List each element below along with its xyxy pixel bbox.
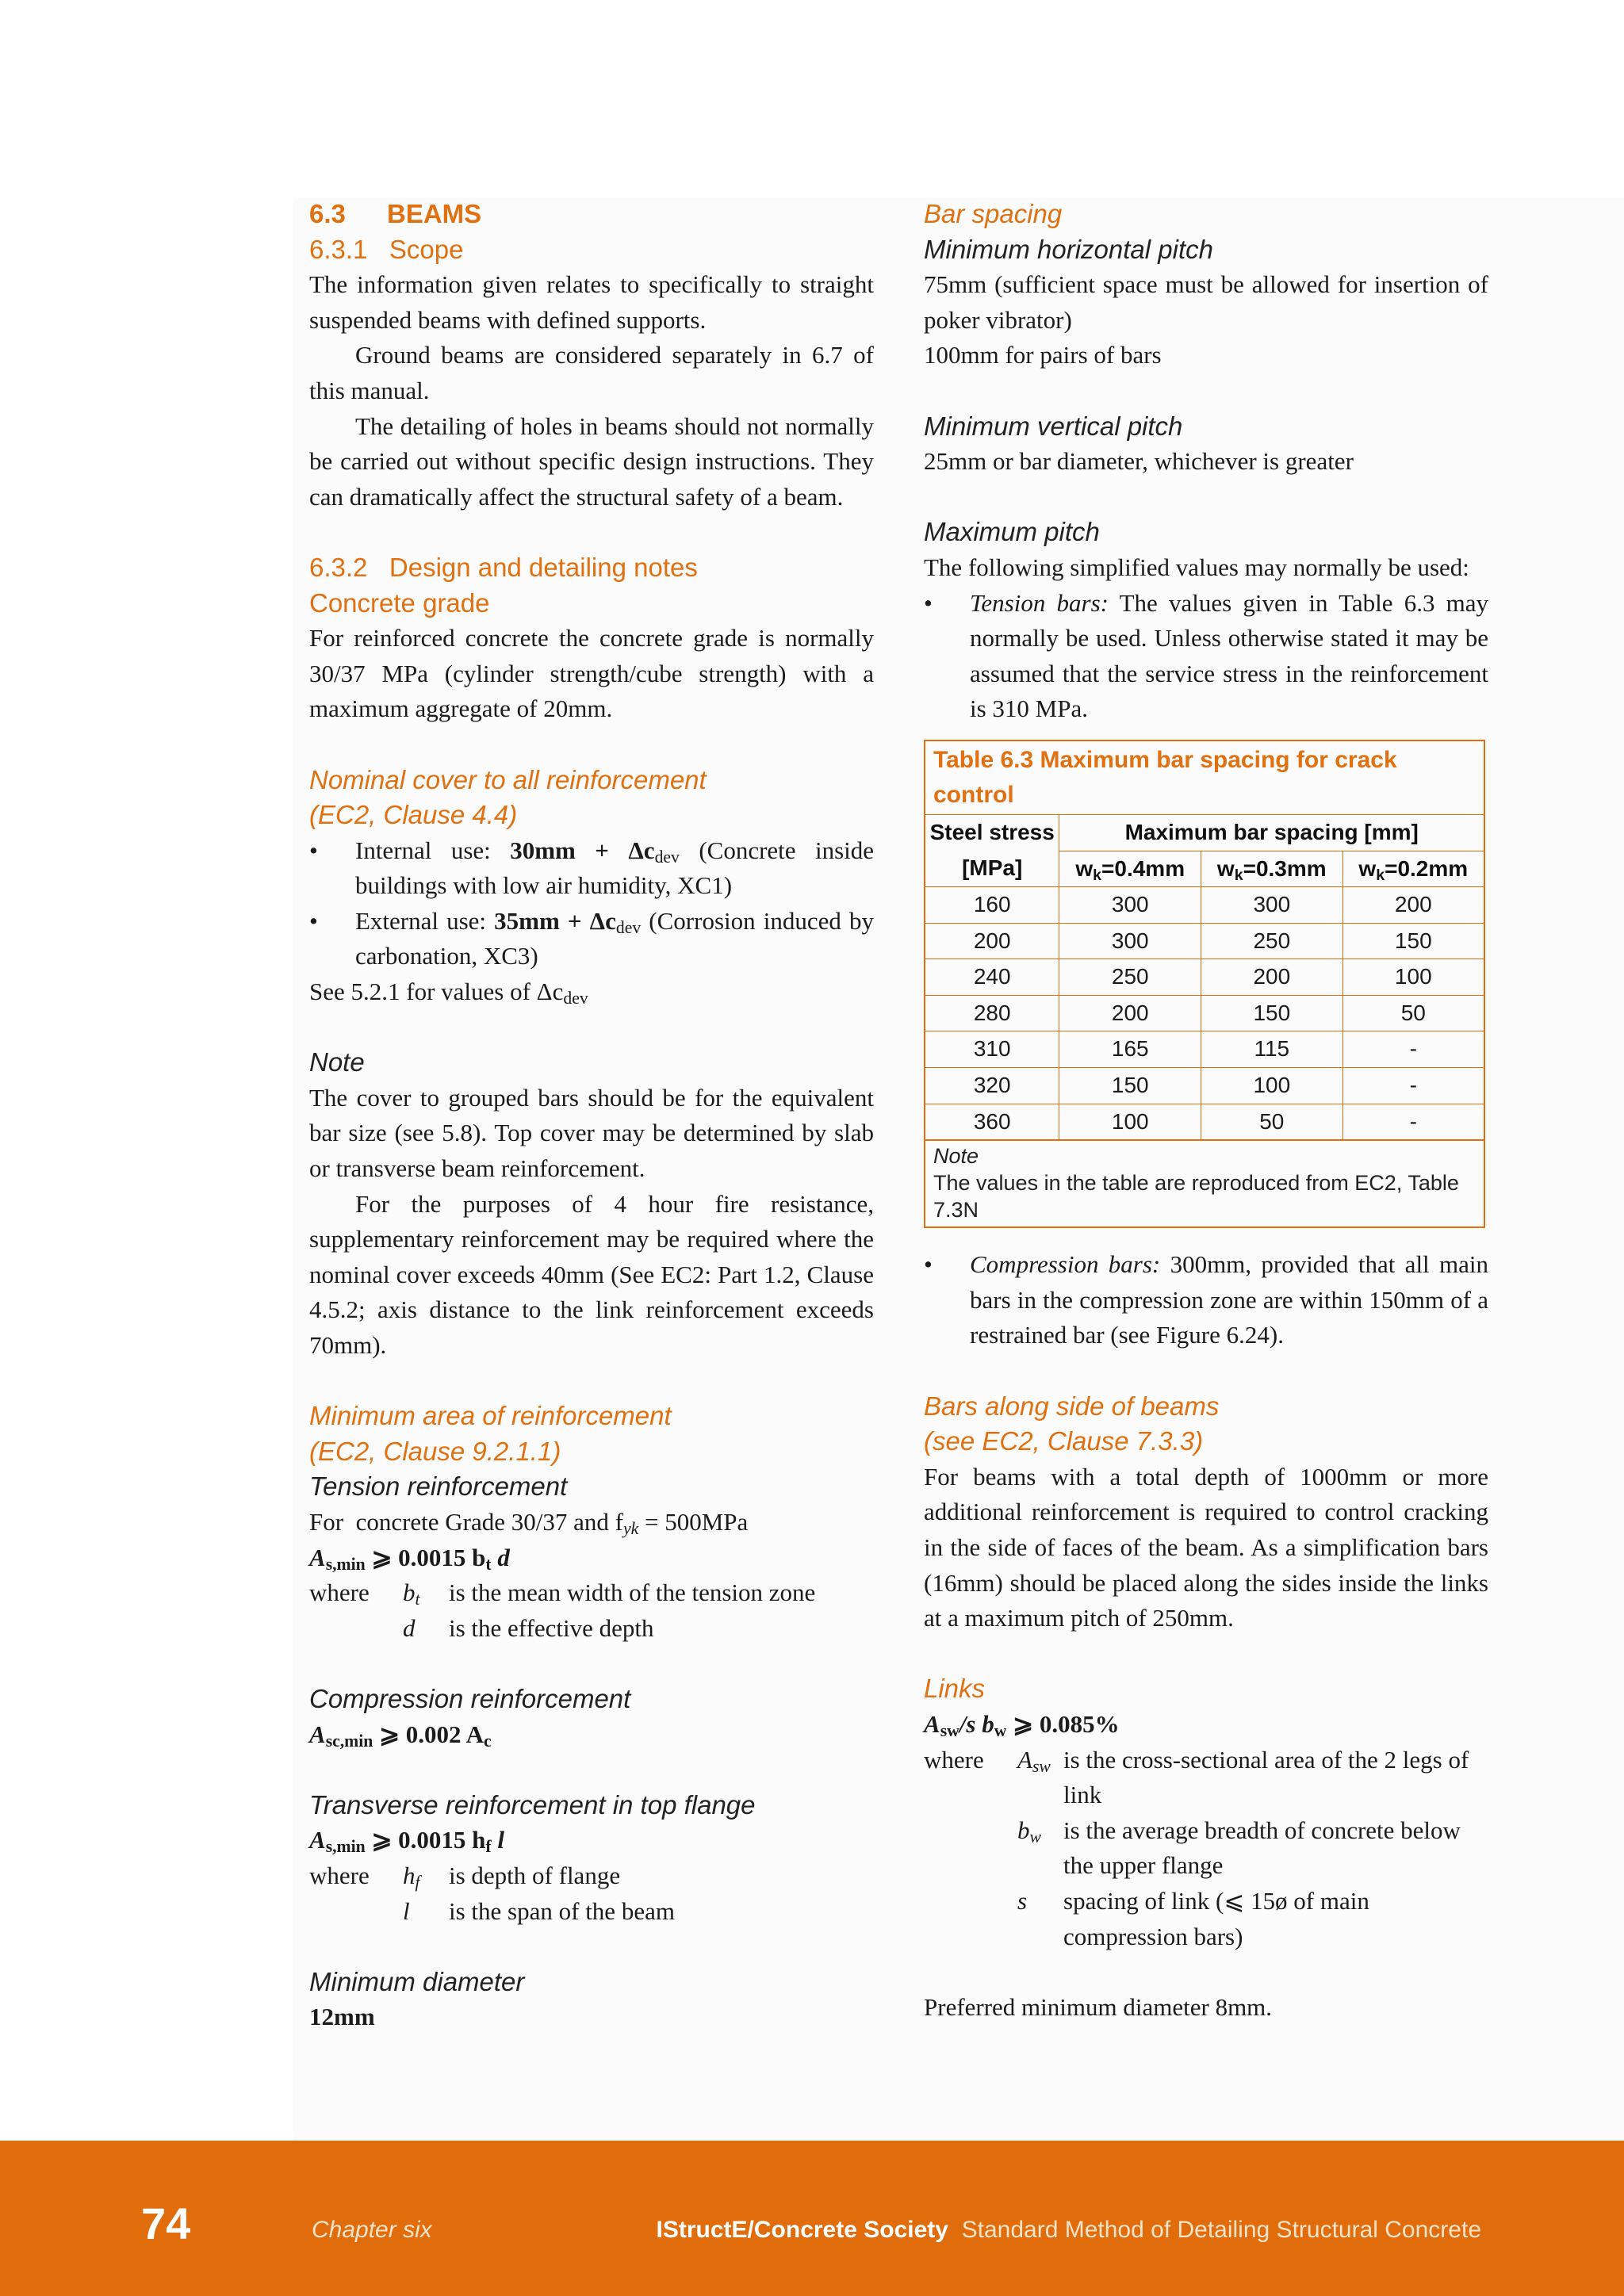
compression-bars-bullet: • Compression bars: 300mm, provided that all main bars in the compression zone are within 150mm of a restrained bar (see Figure 6.24). xyxy=(924,1247,1488,1353)
table-row: 160 300 300 200 xyxy=(925,887,1484,924)
design-heading: 6.3.2 Design and detailing notes xyxy=(309,552,698,582)
table-head-w1: $w_k=0.4mm$ xyxy=(1059,851,1201,887)
side-bars-heading: Bars along side of beams xyxy=(924,1391,1220,1421)
compression-heading: Compression reinforcement xyxy=(309,1683,631,1713)
where-asw-row: where $A_{sw}$ is the cross-sectional area of the 2 legs of link xyxy=(924,1745,1469,1809)
links-formula: $A_{sw}/s$ $b_w$ ⩾ 0.085% xyxy=(924,1709,1120,1740)
table-row: 200 300 250 150 xyxy=(925,923,1484,959)
where-d-row: d is the effective depth xyxy=(403,1613,654,1642)
table-note xyxy=(925,1140,1484,1226)
table-grid xyxy=(925,815,1484,1140)
side-bars-paragraph: For beams with a total depth of 1000mm or more additional reinforcement is required to control cracking in the side of faces of the beam. As a simplification bars (16mm) should be placed along the sides inside the links at a maximum pitch of 250mm. xyxy=(924,1462,1488,1632)
side-bars-clause: (see EC2, Clause 7.3.3) xyxy=(924,1426,1204,1456)
table-head-w2: $w_k=0.3mm$ xyxy=(1201,851,1343,887)
min-vertical-heading: Minimum vertical pitch xyxy=(924,411,1183,441)
min-area-clause: (EC2, Clause 9.2.1.1) xyxy=(309,1436,561,1466)
max-pitch-heading: Maximum pitch xyxy=(924,517,1100,547)
table-note-text: The values in the table are reproduced from EC2, Table 7.3N xyxy=(933,1171,1459,1223)
table-row: 280 200 150 50 xyxy=(925,995,1484,1031)
table-head-stress: Steel stress xyxy=(925,815,1059,851)
table-title: Table 6.3 Maximum bar spacing for crack control xyxy=(925,741,1484,815)
section-heading xyxy=(309,197,874,232)
left-column xyxy=(309,197,874,2035)
table-head-unit: [MPa] xyxy=(925,851,1059,887)
right-column xyxy=(924,197,1488,2025)
book-title: Standard Method of Detailing Structural Concrete xyxy=(961,2217,1481,2243)
bullet-icon: • xyxy=(309,836,318,864)
tension-formula: $A_{s,min}$ ⩾ 0.0015 $b_t$ d xyxy=(309,1543,510,1574)
min-horizontal-paragraph-1: 75mm (sufficient space must be allowed for insertion of poker vibrator) xyxy=(924,270,1488,334)
tension-heading: Tension reinforcement xyxy=(309,1471,568,1502)
tension-grade-line: For concrete Grade 30/37 and $f_{yk} = 500MPa$ xyxy=(309,1507,749,1538)
bar-spacing-table xyxy=(924,740,1485,1228)
links-heading: Links xyxy=(924,1674,986,1704)
max-pitch-paragraph: The following simplified values may normally be used: xyxy=(924,553,1469,581)
section-number: 6.3 xyxy=(309,199,346,228)
table-row: 360 100 50 - xyxy=(925,1104,1484,1140)
table-head-w3: $w_k=0.2mm$ xyxy=(1342,851,1484,887)
table-row: 320 150 100 - xyxy=(925,1068,1484,1104)
min-vertical-paragraph: 25mm or bar diameter, whichever is greater xyxy=(924,447,1354,476)
where-s-row: s spacing of link (⩽ 15ø of main compression bars) xyxy=(1017,1886,1369,1950)
publication-title xyxy=(657,2217,1481,2244)
min-horizontal-paragraph-2: 100mm for pairs of bars xyxy=(924,341,1162,369)
preferred-diameter: Preferred minimum diameter 8mm. xyxy=(924,1992,1273,2021)
scope-paragraph-3: The detailing of holes in beams should not normally be carried out without specific design instructions. They can dramatically affect the structural safety of a beam. xyxy=(309,411,874,511)
min-area-heading: Minimum area of reinforcement xyxy=(309,1401,672,1431)
cover-heading: Nominal cover to all reinforcement xyxy=(309,764,707,794)
scope-paragraph-2: Ground beams are considered separately in 6.7 of this manual. xyxy=(309,341,874,404)
concrete-grade-paragraph: For reinforced concrete the concrete grade is normally 30/37 MPa (cylinder strength/cube strength) with a maximum aggregate of 20mm. xyxy=(309,624,874,723)
scope-heading: 6.3.1 Scope xyxy=(309,234,464,264)
min-diameter-value: 12mm xyxy=(309,2003,375,2031)
publisher-name: IStructE/Concrete Society xyxy=(656,2217,948,2243)
table-row: 310 165 115 - xyxy=(925,1031,1484,1068)
cover-see-note: See 5.2.1 for values of $\Delta c_{dev}$ xyxy=(309,978,588,1008)
page-number: 74 xyxy=(141,2198,191,2248)
where-bt-row: where $b_t$ is the mean width of the tension zone xyxy=(309,1578,816,1609)
table-row: 240 250 200 100 xyxy=(925,959,1484,996)
table-head-group: Maximum bar spacing [mm] xyxy=(1059,815,1484,851)
bullet-icon: • xyxy=(924,1250,933,1279)
table-note-title: Note xyxy=(933,1144,979,1169)
cover-bullet-internal: • Internal use: $30mm + \Delta c_{dev}$ (Concrete inside buildings with low air humidity, XC1) xyxy=(309,833,874,904)
transverse-heading: Transverse reinforcement in top flange xyxy=(309,1789,756,1820)
chapter-label: Chapter six xyxy=(312,2217,432,2243)
where-hf-row: where $h_f$ is depth of flange xyxy=(309,1861,621,1892)
bullet-icon: • xyxy=(309,906,318,935)
where-l-row: l is the span of the beam xyxy=(403,1896,675,1925)
min-horizontal-heading: Minimum horizontal pitch xyxy=(924,234,1213,264)
compression-formula: $A_{sc,min}$ ⩾ 0.002 $A_c$ xyxy=(309,1720,492,1751)
where-bw-row: $b_w$ is the average breadth of concrete below the upper flange xyxy=(1017,1816,1461,1880)
scope-paragraph-1: The information given relates to specifically to straight suspended beams with defined supports. xyxy=(309,270,874,334)
bar-spacing-heading: Bar spacing xyxy=(924,199,1063,228)
note-heading: Note xyxy=(309,1047,365,1077)
section-title: BEAMS xyxy=(387,199,482,228)
cover-clause: (EC2, Clause 4.4) xyxy=(309,800,518,830)
transverse-formula: $A_{s,min}$ ⩾ 0.0015 $h_f$ l xyxy=(309,1826,505,1857)
tension-bars-bullet: • Tension bars: The values given in Table 6.3 may normally be used. Unless otherwise stated it may be assumed that the service stress in the reinforcement is 310 MPa. xyxy=(924,586,1488,727)
concrete-grade-heading: Concrete grade xyxy=(309,587,490,618)
note-paragraph-1: The cover to grouped bars should be for the equivalent bar size (see 5.8). Top cover may be determined by slab or transverse beam reinforcement. xyxy=(309,1083,874,1183)
bullet-icon: • xyxy=(924,588,933,617)
min-diameter-heading: Minimum diameter xyxy=(309,1966,525,1996)
cover-bullet-external: • External use: $35mm + \Delta c_{dev}$ (Corrosion induced by carbonation, XC3) xyxy=(309,904,874,974)
note-paragraph-2: For the purposes of 4 hour fire resistance, supplementary reinforcement may be required where the nominal cover exceeds 40mm (See EC2: Part 1.2, Clause 4.5.2; axis distance to the link reinforcement exceeds 70mm). xyxy=(309,1189,874,1359)
